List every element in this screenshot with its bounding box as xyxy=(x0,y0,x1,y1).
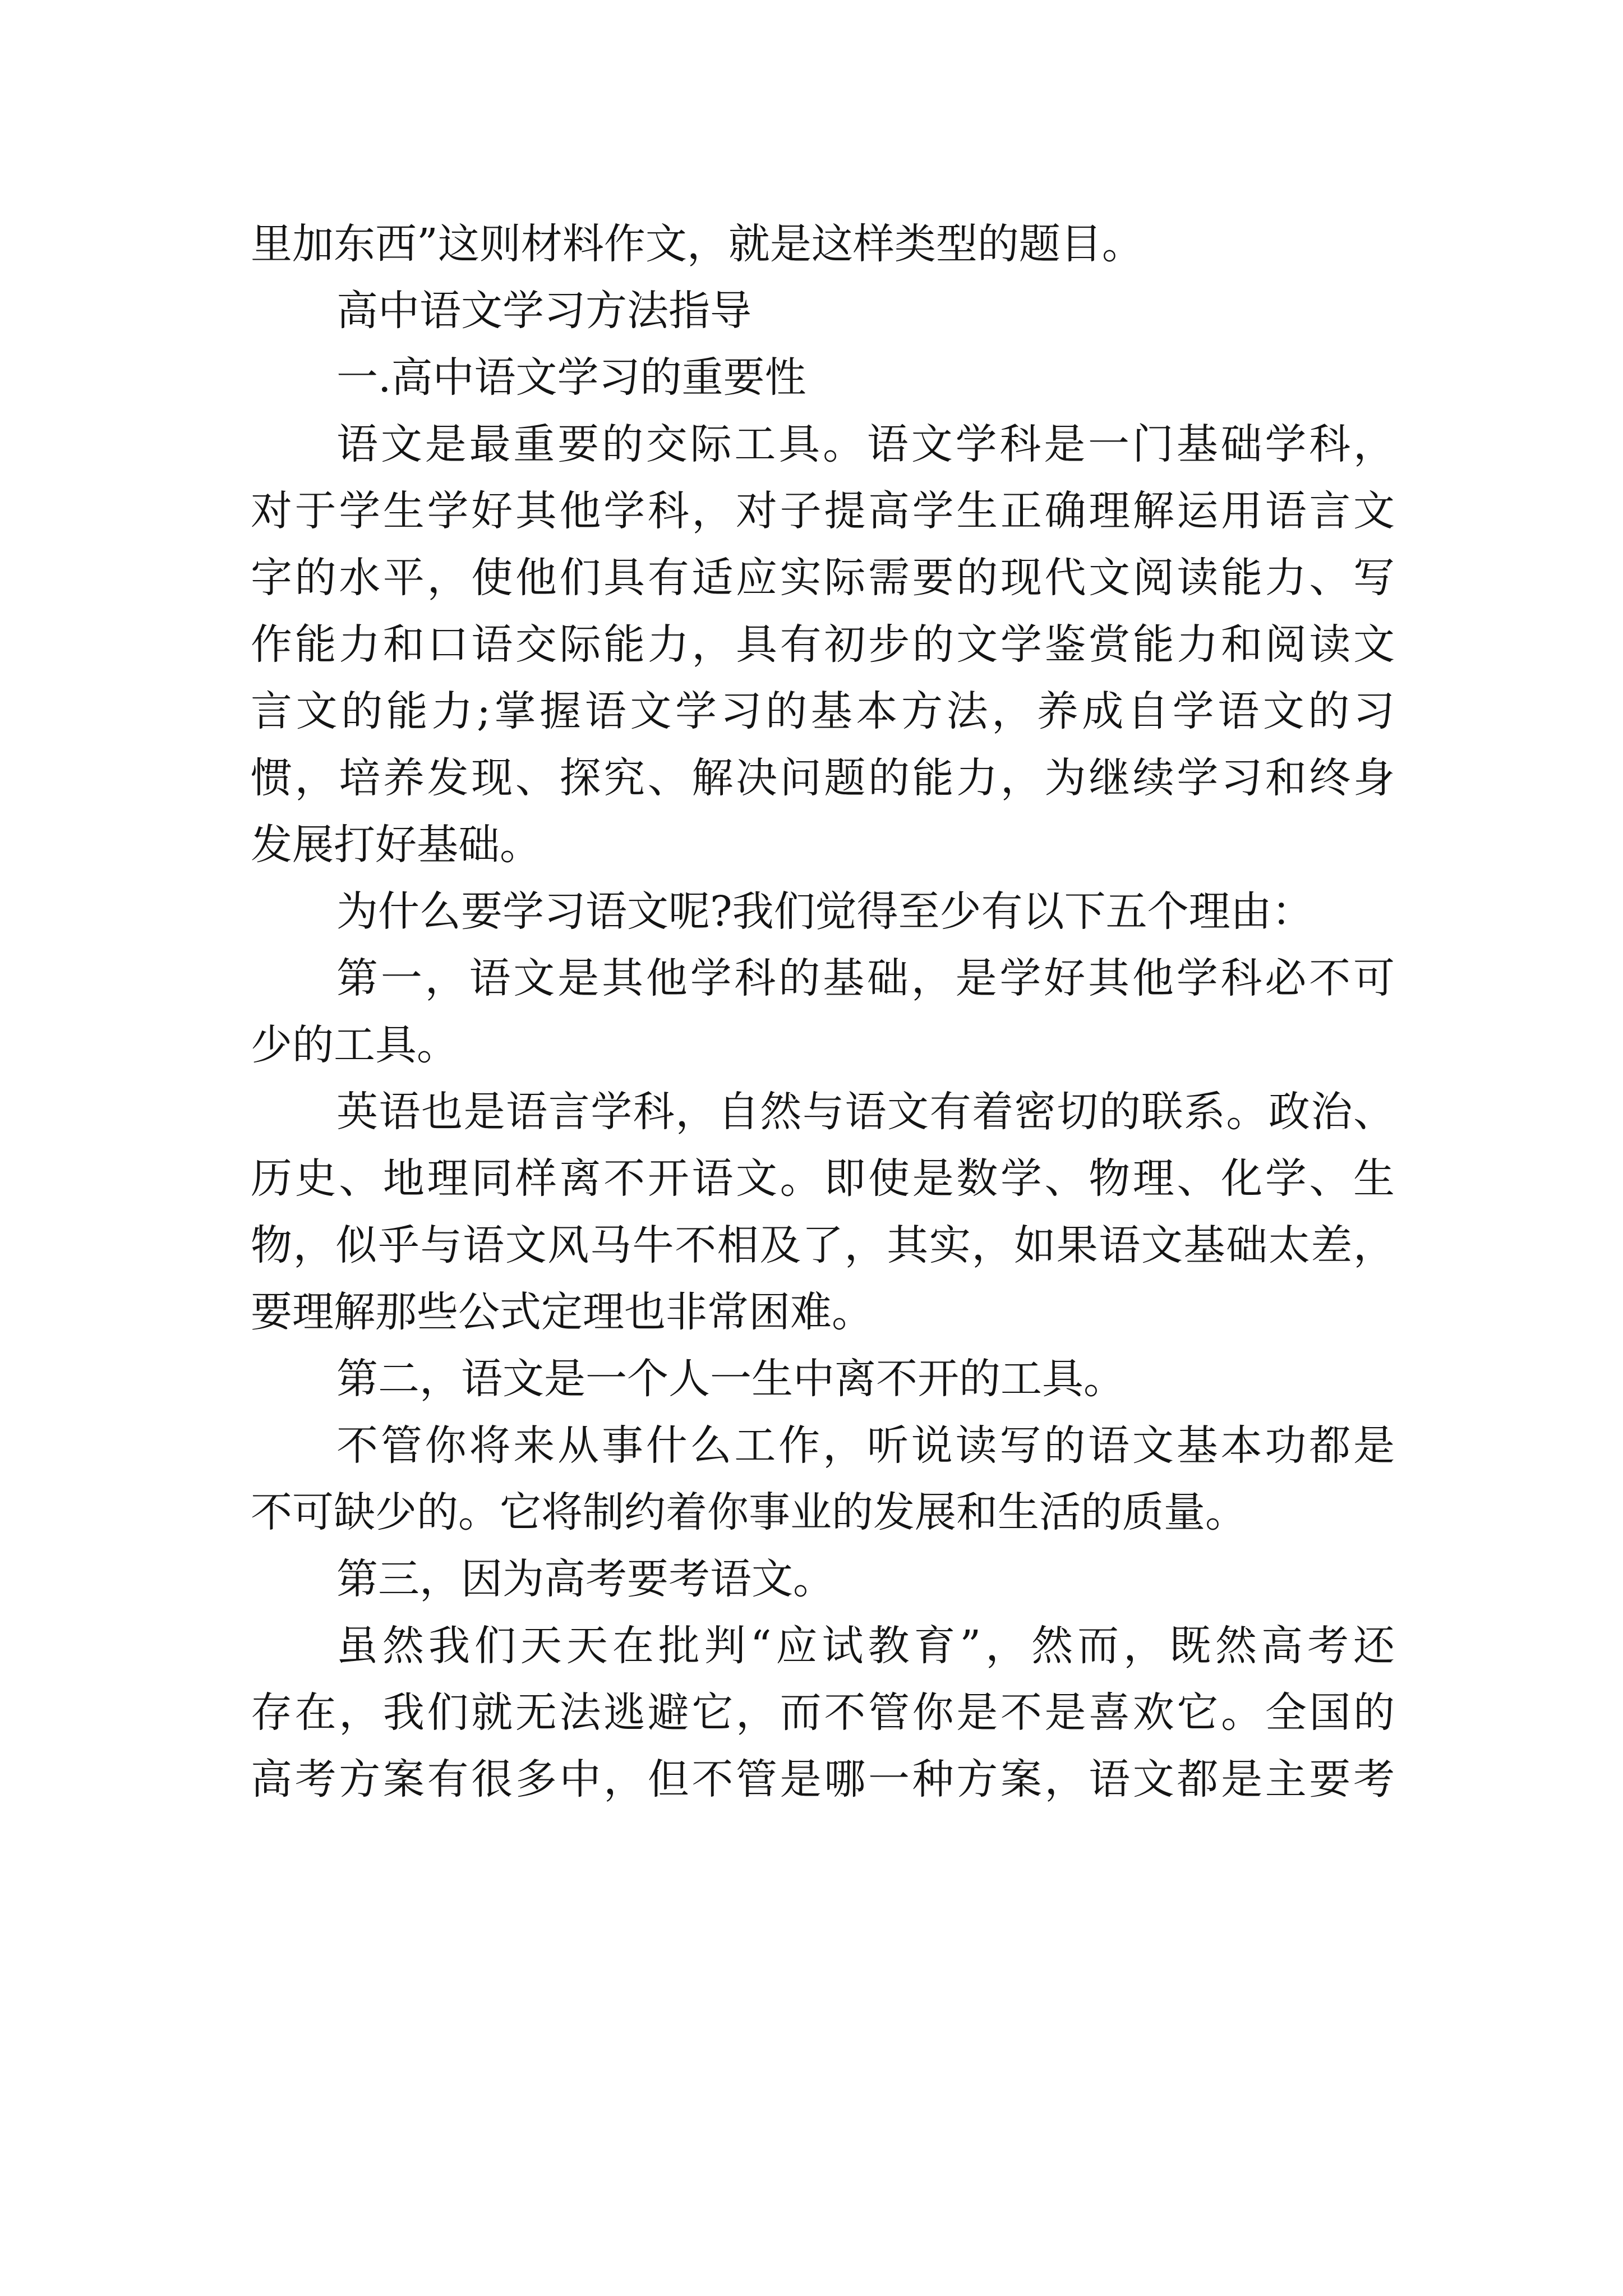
paragraph xyxy=(251,1546,1395,1613)
text-line: 存在，我们就无法逃避它，而不管你是不是喜欢它。全国的 xyxy=(251,1688,1395,1737)
text-line: 物，似乎与语文风马牛不相及了，其实，如果语文基础太差， xyxy=(251,1221,1395,1269)
paragraph xyxy=(251,278,1395,344)
paragraph xyxy=(251,1079,1395,1346)
paragraph xyxy=(251,211,1395,278)
text-line: 里加东西”这则材料作文，就是这样类型的题目。 xyxy=(251,220,1144,268)
text-line: 言文的能力;掌握语文学习的基本方法，养成自学语文的习 xyxy=(251,687,1395,735)
text-line: 历史、地理同样离不开语文。即使是数学、物理、化学、生 xyxy=(251,1154,1395,1203)
text-line: 为什么要学习语文呢?我们觉得至少有以下五个理由： xyxy=(336,887,1313,936)
text-line: 语文是最重要的交际工具。语文学科是一门基础学科， xyxy=(336,420,1395,468)
text-line: 作能力和口语交际能力，具有初步的文学鉴赏能力和阅读文 xyxy=(251,620,1395,669)
text-line: 虽然我们天天在批判“应试教育”，然而，既然高考还 xyxy=(336,1622,1395,1670)
text-line: 不管你将来从事什么工作，听说读写的语文基本功都是 xyxy=(336,1421,1395,1470)
paragraph xyxy=(251,1613,1395,1813)
text-line: 字的水平，使他们具有适应实际需要的现代文阅读能力、写 xyxy=(251,554,1395,602)
text-line: 不可缺少的。它将制约着你事业的发展和生活的质量。 xyxy=(251,1488,1247,1536)
text-line: 少的工具。 xyxy=(251,1021,458,1069)
text-line: 发展打好基础。 xyxy=(251,821,541,869)
text-line: 要理解那些公式定理也非常困难。 xyxy=(251,1288,873,1336)
document-body xyxy=(251,211,1395,1813)
paragraph xyxy=(251,878,1395,945)
paragraph xyxy=(251,1346,1395,1412)
text-line: 高考方案有很多中，但不管是哪一种方案，语文都是主要考 xyxy=(251,1755,1395,1803)
paragraph xyxy=(251,344,1395,411)
text-line: 第二，语文是一个人一生中离不开的工具。 xyxy=(336,1355,1125,1403)
text-line: 高中语文学习方法指导 xyxy=(336,287,751,335)
text-line: 惯，培养发现、探究、解决问题的能力，为继续学习和终身 xyxy=(251,754,1395,802)
text-line: 第一，语文是其他学科的基础，是学好其他学科必不可 xyxy=(336,954,1395,1002)
paragraph xyxy=(251,1412,1395,1546)
text-line: 第三，因为高考要考语文。 xyxy=(336,1555,834,1603)
text-line: 一.高中语文学习的重要性 xyxy=(336,353,806,402)
text-line: 英语也是语言学科，自然与语文有着密切的联系。政治、 xyxy=(336,1088,1395,1136)
paragraph xyxy=(251,411,1395,878)
paragraph xyxy=(251,945,1395,1079)
text-line: 对于学生学好其他学科，对子提高学生正确理解运用语言文 xyxy=(251,487,1395,535)
